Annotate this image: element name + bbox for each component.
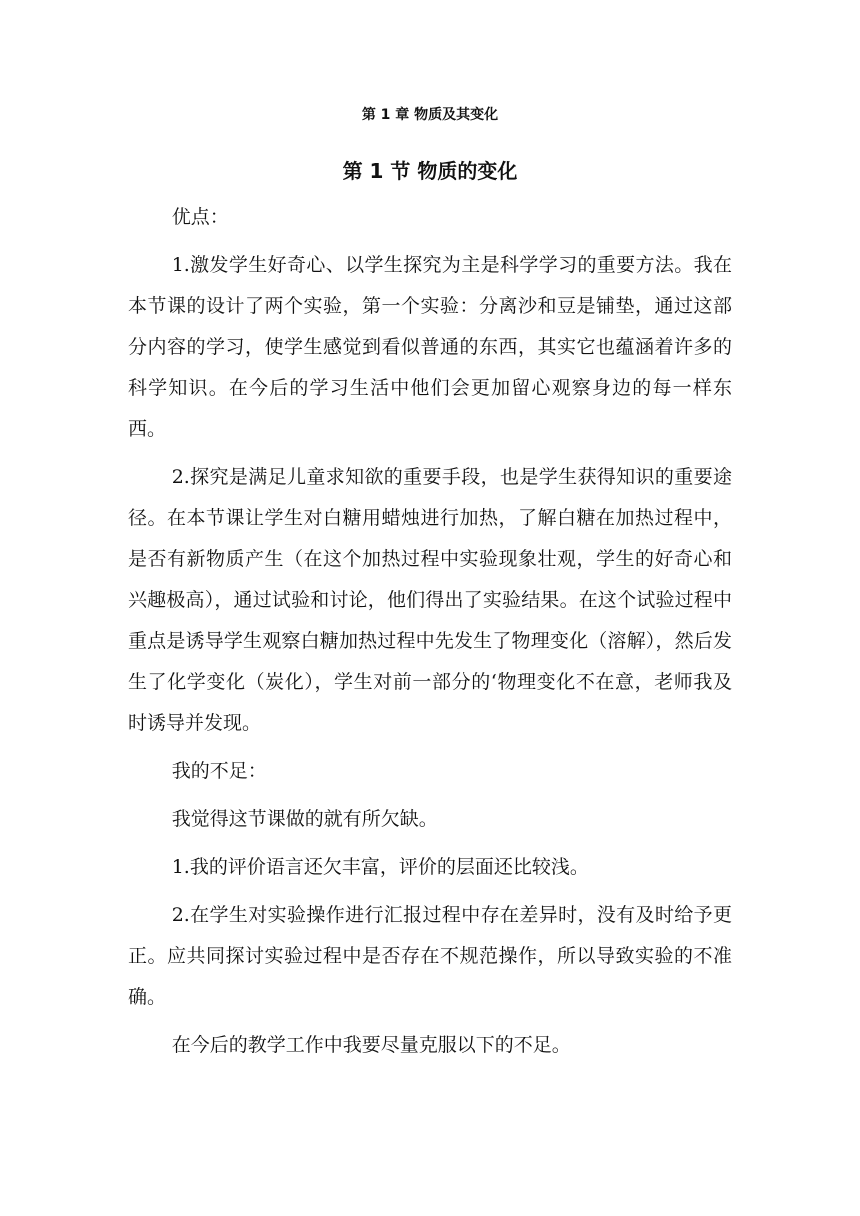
paragraph-strengths-heading: 优点： [171, 206, 229, 228]
document-body [128, 197, 732, 1073]
paragraph-weakness-1: 1.我的评价语言还欠丰富，评价的层面还比较浅。 [171, 856, 589, 878]
paragraph-weakness-2: 2.在学生对实验操作进行汇报过程中存在差异时，没有及时给予更正。应共同探讨实验过程中是否存在不规范操作，所以导致实验的不准确。 [128, 904, 732, 1008]
paragraph-weaknesses-heading: 我的不足： [171, 760, 267, 782]
paragraph-weakness-intro: 我觉得这节课做的就有所欠缺。 [171, 808, 438, 830]
paragraph-strength-2: 2.探究是满足儿童求知欲的重要手段，也是学生获得知识的重要途径。在本节课让学生对白糖用蜡烛进行加热，了解白糖在加热过程中，是否有新物质产生（在这个加热过程中实验现象壮观，学生的好奇心和兴趣极高），通过试验和讨论，他们得出了实验结果。在这个试验过程中重点是诱导学生观察白糖加热过程中先发生了物理变化（溶解），然后发生了化学变化（炭化），学生对前一部分的‘物理变化不在意，老师我及时诱导并发现。 [128, 466, 732, 734]
section-title: 第 1 节 物质的变化 [342, 159, 518, 183]
paragraph-strength-1: 1.激发学生好奇心、以学生探究为主是科学学习的重要方法。我在本节课的设计了两个实验，第一个实验：分离沙和豆是铺垫，通过这部分内容的学习，使学生感觉到看似普通的东西，其实它也蕴涵着许多的科学知识。在今后的学习生活中他们会更加留心观察身边的每一样东西。 [128, 254, 732, 440]
paragraph-conclusion: 在今后的教学工作中我要尽量克服以下的不足。 [171, 1034, 571, 1056]
chapter-title: 第 1 章 物质及其变化 [361, 107, 499, 123]
